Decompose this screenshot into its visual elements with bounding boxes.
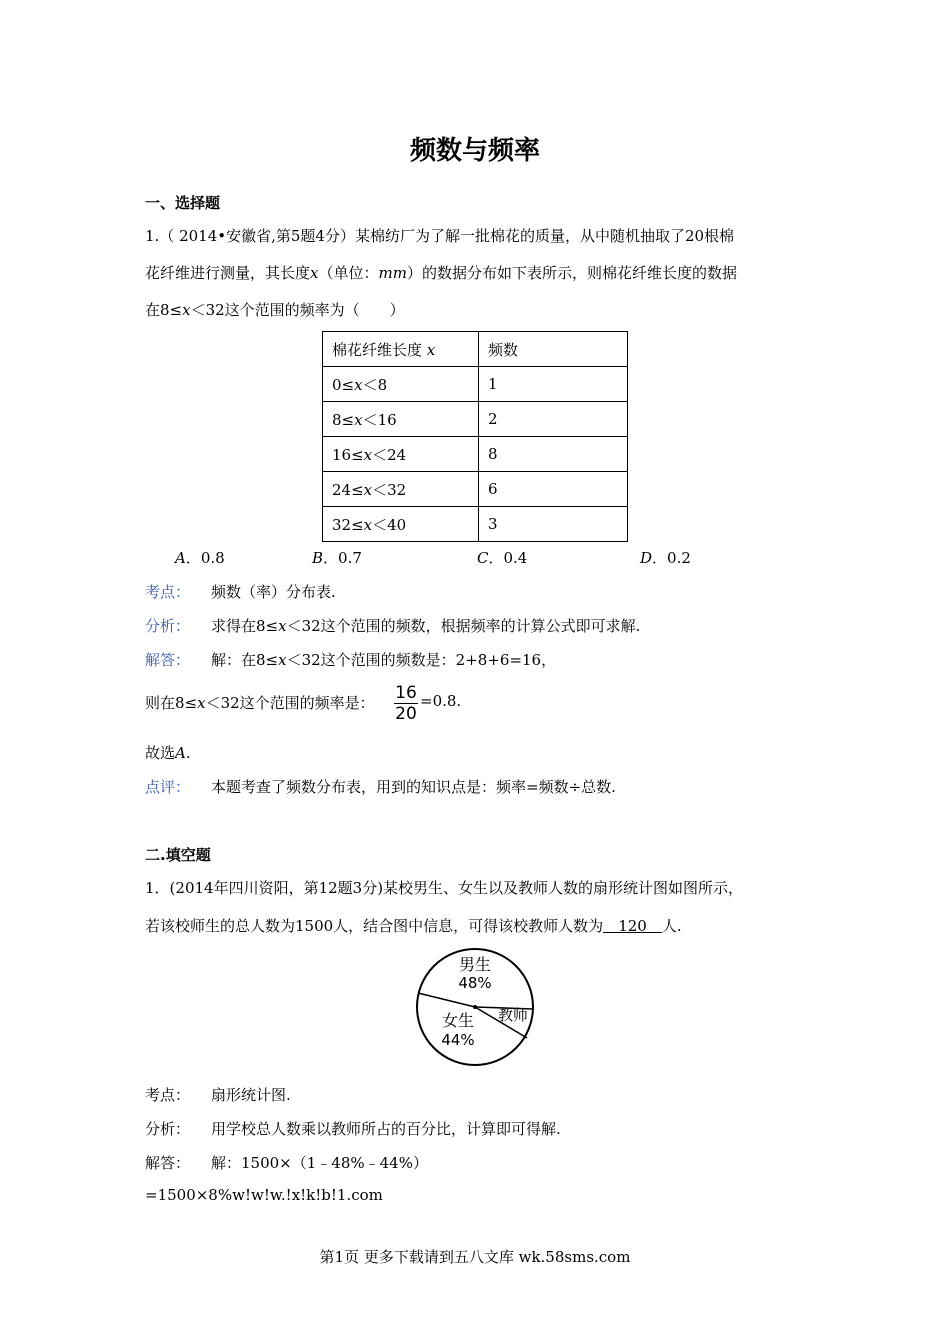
- kaodian-text-2: 扇形统计图.: [211, 1086, 291, 1104]
- fraction-denominator: 20: [395, 704, 417, 724]
- answer-line: 则在8≤x＜32这个范围的频率是：: [145, 694, 375, 712]
- question-2-line-2: 若该校师生的总人数为1500人，结合图中信息，可得该校教师人数为 120 人.: [145, 917, 682, 935]
- question-1-line-3: 在8≤x＜32这个范围的频率为（ ）: [145, 301, 405, 319]
- table-row: [323, 367, 628, 402]
- table-header-cell: 棉花纤维长度 x: [323, 332, 479, 367]
- table-cell-count: 6: [479, 472, 628, 507]
- pie-chart: [412, 946, 538, 1068]
- pie-center: [473, 1005, 477, 1009]
- fenxi-text: 求得在8≤x＜32这个范围的频数，根据频率的计算公式即可求解.: [211, 617, 641, 635]
- pie-pct-girls: 44%: [441, 1031, 475, 1049]
- option-c: C．0.4: [477, 549, 528, 567]
- answer-blank: 120: [603, 917, 662, 935]
- dianping-text: 本题考查了频数分布表，用到的知识点是：频率=频数÷总数.: [211, 778, 616, 796]
- option-b: B．0.7: [312, 549, 362, 567]
- table-cell-range: 16≤x＜24: [323, 437, 479, 472]
- page-footer: 第1页 更多下载请到五八文库 wk.58sms.com: [319, 1248, 631, 1266]
- option-a: A．0.8: [175, 549, 225, 567]
- table-row: [323, 472, 628, 507]
- table-cell-count: 3: [479, 507, 628, 542]
- table-header-row: [323, 332, 628, 367]
- jieda-label: 解答：: [145, 651, 191, 669]
- jieda-text-2: 解：1500×（1﹣48%﹣44%）: [211, 1154, 428, 1172]
- pie-label-girls: 女生: [441, 1011, 475, 1030]
- table-cell-range: 0≤x＜8: [323, 367, 479, 402]
- table-cell-range: 32≤x＜40: [323, 507, 479, 542]
- choice-line: 故选A.: [145, 744, 191, 762]
- table-row: [323, 507, 628, 542]
- question-2-line-1: 1．(2014年四川资阳，第12题3分)某校男生、女生以及教师人数的扇形统计图如图所示，: [145, 879, 744, 897]
- kaodian-label-2: 考点：: [145, 1086, 191, 1104]
- question-1-line-1: 1.（ 2014•安徽省,第5题4分）某棉纺厂为了解一批棉花的质量，从中随机抽取了20根棉: [145, 227, 735, 245]
- table-cell-range: 24≤x＜32: [323, 472, 479, 507]
- kaodian-label: 考点：: [145, 583, 191, 601]
- table-cell-count: 2: [479, 402, 628, 437]
- fraction-numerator: 16: [395, 683, 417, 703]
- question-1-line-2: 花纤维进行测量，其长度x（单位：mm）的数据分布如下表所示，则棉花纤维长度的数据: [145, 264, 737, 282]
- fraction: [394, 684, 418, 723]
- fenxi-label: 分析：: [145, 617, 191, 635]
- pie-label-boys: 男生: [458, 955, 492, 974]
- calculation-line: =1500×8%w!w!w.!x!k!b!1.com: [145, 1186, 383, 1204]
- jieda-text: 解：在8≤x＜32这个范围的频数是：2+8+6=16，: [211, 651, 557, 669]
- fenxi-text-2: 用学校总人数乘以教师所占的百分比，计算即可得解.: [211, 1120, 561, 1138]
- section-heading-choice: 一、选择题: [145, 194, 221, 212]
- table-cell-count: 1: [479, 367, 628, 402]
- dianping-label: 点评：: [145, 778, 191, 796]
- fenxi-label-2: 分析：: [145, 1120, 191, 1138]
- table-cell-count: 8: [479, 437, 628, 472]
- table-row: [323, 402, 628, 437]
- frequency-table: [322, 331, 628, 542]
- table-row: [323, 437, 628, 472]
- section-heading-fill: 二.填空题: [145, 846, 211, 864]
- option-d: D．0.2: [640, 549, 691, 567]
- table-header-cell: 频数: [479, 332, 628, 367]
- answer-result: =0.8.: [420, 692, 462, 710]
- page-title: 频数与频率: [409, 136, 540, 166]
- pie-pct-boys: 48%: [458, 974, 492, 992]
- jieda-label-2: 解答：: [145, 1154, 191, 1172]
- kaodian-text: 频数（率）分布表.: [211, 583, 336, 601]
- pie-label-teachers: 教师: [497, 1006, 529, 1024]
- table-cell-range: 8≤x＜16: [323, 402, 479, 437]
